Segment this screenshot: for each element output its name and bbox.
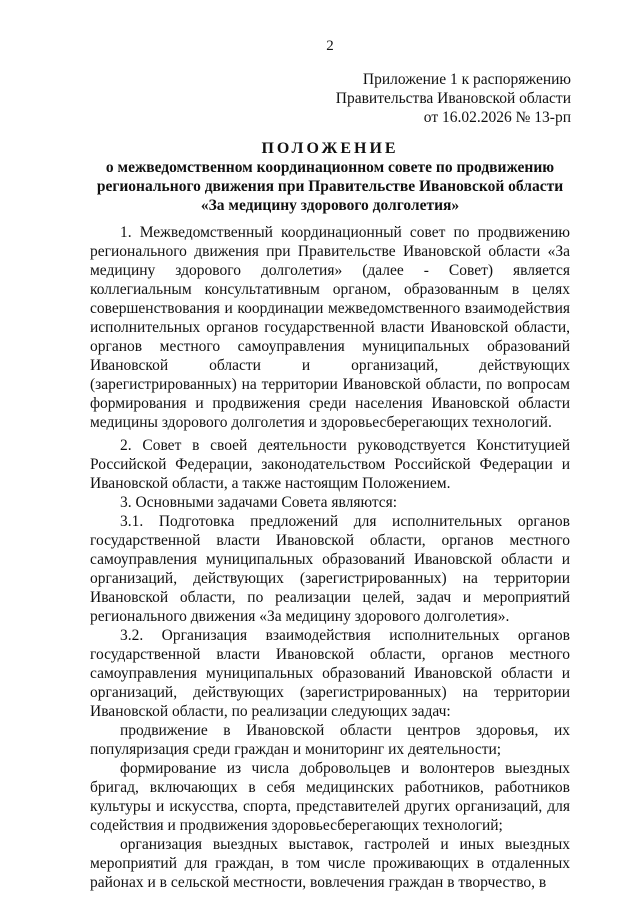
paragraph-3-2: 3.2. Организация взаимодействия исполнительных органов государственной власти Ивановской области, органов местного самоуправления муниципальных образований Ивановской области и организаций, действующих (зарегистрированных) на территории Ивановской области, по реализации следующих задач:	[90, 627, 570, 720]
appendix-header	[336, 70, 571, 127]
subtitle-line: о межведомственном координационном совете по продвижению	[105, 159, 555, 176]
appendix-line: Приложение 1 к распоряжению	[362, 71, 571, 88]
document-body	[90, 223, 570, 892]
paragraph-3: 3. Основными задачами Совета являются:	[120, 494, 398, 511]
document-subtitle	[0, 158, 640, 215]
page-number: 2	[326, 38, 334, 54]
appendix-line: Правительства Ивановской области	[335, 90, 571, 107]
subtitle-line: «За медицину здорового долголетия»	[200, 197, 460, 214]
appendix-date-number: от 16.02.2026 № 13-рп	[423, 109, 571, 126]
document-title: ПОЛОЖЕНИЕ	[261, 140, 399, 157]
paragraph-1: 1. Межведомственный координационный совет по продвижению регионального движения при Правительстве Ивановской области «За медицину здорового долголетия» (далее - Совет) является коллегиальным консультативным органом, образованным в целях совершенствования и координации межведомственного взаимодействия исполнительных органов государственной власти Ивановской области, органов местного самоуправления муниципальных образований Ивановской области и организаций, действующих (зарегистрированных) на территории Ивановской области, по вопросам формирования и продвижения среди населения Ивановской области медицины здорового долголетия и здоровьесберегающих технологий.	[90, 224, 570, 431]
paragraph-2: 2. Совет в своей деятельности руководствуется Конституцией Российской Федерации, законодательством Российской Федерации и Ивановской области, а также настоящим Положением.	[90, 437, 570, 492]
subtitle-line: регионального движения при Правительстве Ивановской области	[96, 178, 564, 195]
paragraph-3-1: 3.1. Подготовка предложений для исполнительных органов государственной власти Ивановской области, органов местного самоуправления муниципальных образований Ивановской области и организаций, действующих (зарегистрированных) на территории Ивановской области, по реализации целей, задач и мероприятий регионального движения «За медицину здорового долголетия».	[90, 513, 570, 625]
task-item: формирование из числа добровольцев и волонтеров выездных бригад, включающих в себя медицинских работников, работников культуры и искусства, спорта, представителей других организаций, для содействия и продвижения здоровьесберегающих технологий;	[90, 760, 570, 834]
task-item: продвижение в Ивановской области центров здоровья, их популяризация среди граждан и мониторинг их деятельности;	[90, 722, 570, 758]
task-item: организация выездных выставок, гастролей и иных выездных мероприятий для граждан, в том числе проживающих в отдаленных районах и в сельской местности, вовлечения граждан в творчество, в	[90, 836, 570, 891]
